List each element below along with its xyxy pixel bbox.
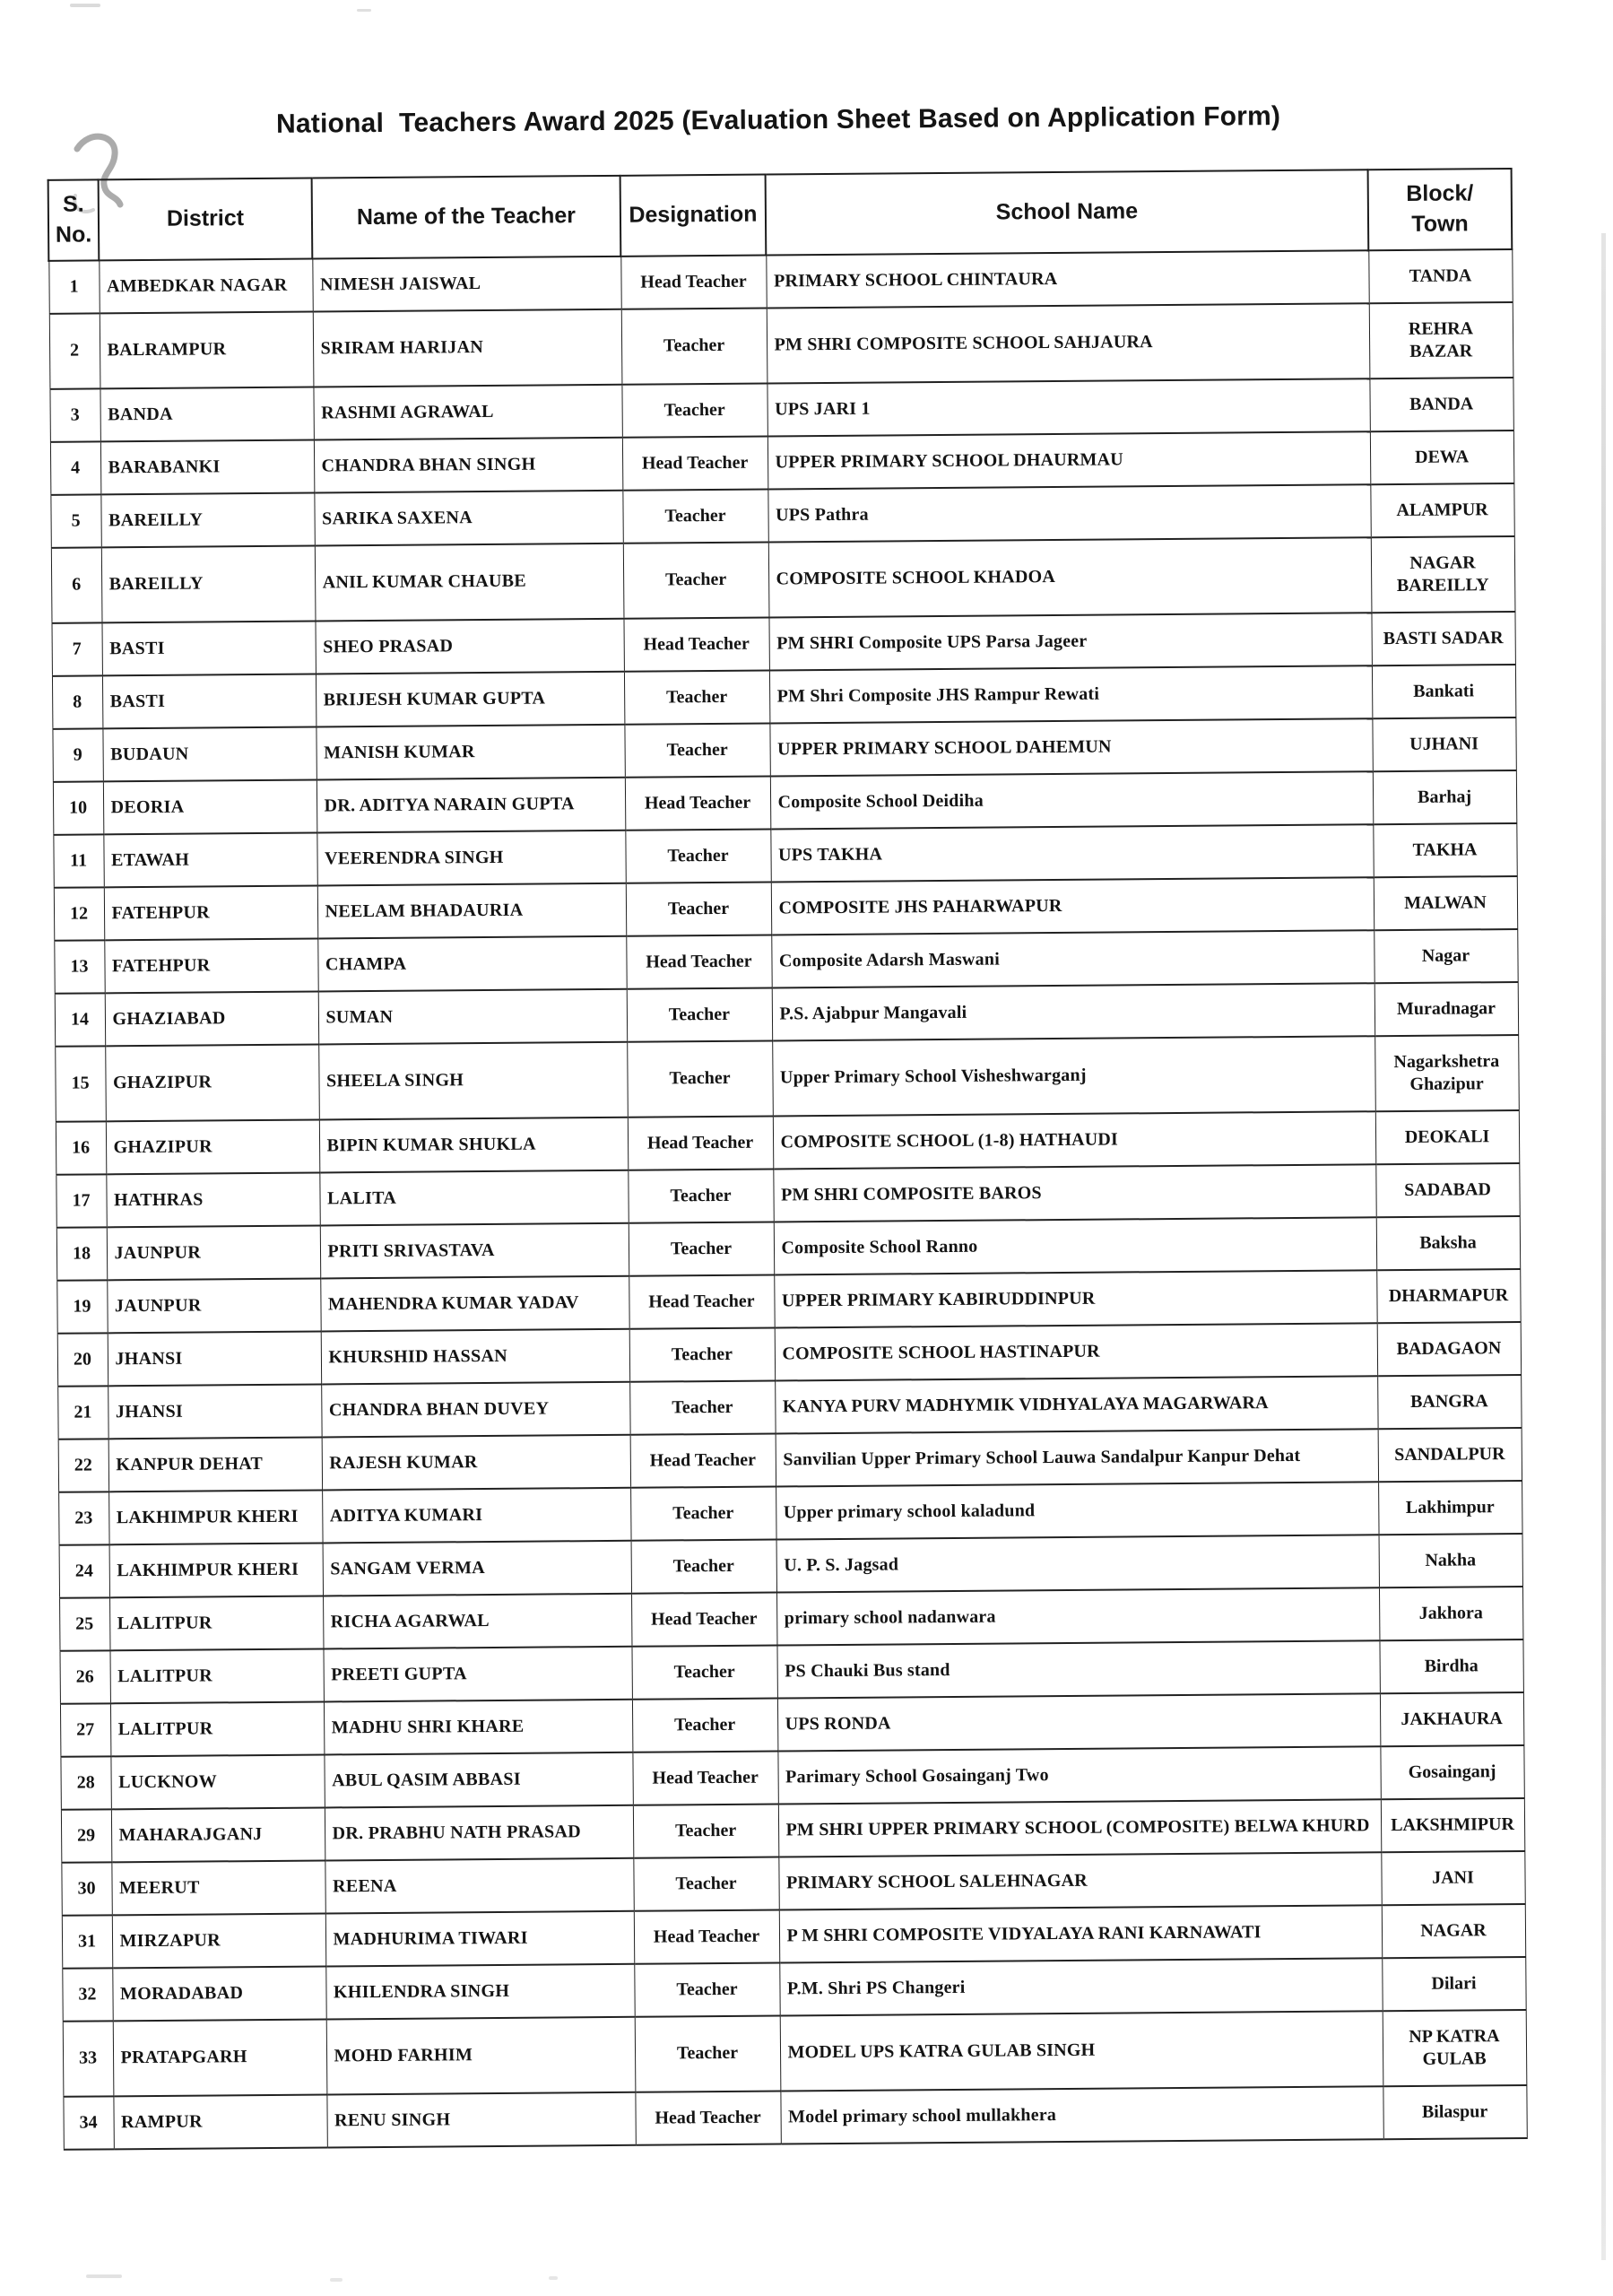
cell-designation: Teacher [627,987,772,1041]
cell-serial-number: 7 [51,622,101,675]
cell-block-town: Lakhimpur [1378,1480,1522,1534]
paper-edge-shadow [1601,233,1606,2260]
cell-district: KANPUR DEHAT [108,1437,322,1492]
header-district: District [99,178,313,260]
cell-serial-number: 1 [48,260,99,313]
cell-teacher-name: CHANDRA BHAN DUVEY [321,1381,629,1437]
cell-block-town: Bankati [1372,665,1515,718]
cell-block-town: BANDA [1369,378,1513,431]
scan-artifact [86,2274,122,2278]
cell-district: LALITPUR [109,1648,323,1703]
cell-school-name: UPS Pathra [767,484,1370,542]
cell-designation: Teacher [629,1222,774,1275]
cell-designation: Teacher [621,308,767,384]
cell-school-name: UPS JARI 1 [767,378,1369,436]
scan-artifact [549,2276,558,2280]
cell-serial-number: 24 [59,1544,109,1597]
cell-district: LAKHIMPUR KHERI [108,1490,322,1544]
cell-designation: Teacher [626,882,771,935]
cell-serial-number: 14 [55,993,105,1046]
cell-teacher-name: DR. ADITYA NARAIN GUPTA [317,777,625,832]
cell-designation: Teacher [621,383,767,437]
cell-block-town: NP KATRA GULAB [1383,2009,1527,2085]
cell-designation: Teacher [631,1645,776,1699]
cell-block-town: BANGRA [1377,1374,1521,1428]
cell-school-name: PM SHRI UPPER PRIMARY SCHOOL (COMPOSITE) BELWA KHURD [778,1799,1381,1857]
cell-school-name: Upper primary school kaladund [776,1482,1378,1539]
table-header [48,169,1513,260]
cell-serial-number: 11 [53,834,103,887]
cell-district: MORADABAD [112,1966,325,2021]
cell-block-town: MALWAN [1374,875,1517,929]
cell-designation: Teacher [623,542,769,618]
cell-serial-number: 21 [57,1386,108,1439]
cell-designation: Head Teacher [634,1909,779,1963]
cell-teacher-name: PRITI SRIVASTAVA [320,1222,629,1278]
cell-teacher-name: DR. PRABHU NATH PRASAD [325,1805,633,1860]
cell-school-name: PM SHRI COMPOSITE SCHOOL SAHJAURA [767,303,1370,383]
cell-district: ETAWAH [103,832,317,887]
cell-teacher-name: SANGAM VERMA [323,1540,631,1596]
cell-school-name: UPS TAKHA [770,824,1373,882]
cell-teacher-name: LALITA [319,1170,628,1225]
cell-district: PRATAPGARH [113,2019,327,2096]
cell-serial-number: 33 [63,2021,114,2096]
header-row [48,169,1513,260]
table-row [49,302,1513,389]
cell-teacher-name: MAHENDRA KUMAR YADAV [320,1275,629,1331]
cell-serial-number: 25 [59,1597,109,1650]
cell-district: BANDA [100,387,313,441]
cell-district: BUDAUN [102,726,316,781]
cell-block-town: REHRA BAZAR [1369,302,1513,378]
cell-school-name: Composite School Ranno [774,1217,1376,1274]
cell-district: GHAZIPUR [105,1044,319,1121]
cell-designation: Head Teacher [629,1274,774,1328]
cell-teacher-name: SHEELA SINGH [318,1041,628,1119]
cell-teacher-name: RICHA AGARWAL [323,1593,631,1648]
cell-designation: Teacher [628,1169,773,1222]
cell-serial-number: 16 [56,1121,106,1174]
cell-serial-number: 8 [52,675,102,728]
cell-serial-number: 9 [52,728,102,781]
cell-block-town: Muradnagar [1375,981,1518,1035]
cell-block-town: Bilaspur [1383,2084,1526,2138]
table-row [55,1034,1519,1121]
cell-block-town: Birdha [1379,1639,1522,1692]
cell-district: RAMPUR [113,2094,326,2149]
cell-teacher-name: RASHMI AGRAWAL [313,384,621,439]
cell-designation: Teacher [624,670,769,724]
cell-teacher-name: BIPIN KUMAR SHUKLA [319,1117,628,1172]
cell-teacher-name: NIMESH JAISWAL [312,256,620,311]
cell-teacher-name: ABUL QASIM ABBASI [324,1752,632,1807]
cell-serial-number: 34 [63,2096,113,2149]
cell-teacher-name: ANIL KUMAR CHAUBE [315,543,624,621]
cell-teacher-name: ADITYA KUMARI [322,1487,630,1543]
cell-school-name: UPPER PRIMARY SCHOOL DAHEMUN [769,718,1372,776]
cell-serial-number: 29 [61,1809,111,1862]
cell-school-name: primary school nadanwara [776,1587,1379,1645]
cell-district: HATHRAS [106,1172,319,1227]
cell-serial-number: 22 [58,1439,108,1492]
cell-serial-number: 13 [54,940,104,993]
cell-block-town: UJHANI [1372,717,1515,770]
cell-school-name: UPPER PRIMARY SCHOOL DHAURMAU [767,431,1370,489]
cell-serial-number: 12 [54,887,104,940]
cell-designation: Teacher [624,723,769,777]
cell-school-name: MODEL UPS KATRA GULAB SINGH [780,2011,1383,2091]
cell-block-town: Nagar [1374,928,1517,982]
cell-school-name: PM Shri Composite JHS Rampur Rewati [769,665,1372,723]
cell-teacher-name: MOHD FARHIM [326,2016,636,2094]
cell-serial-number: 32 [62,1968,112,2021]
table-row [63,2009,1527,2096]
cell-block-town: TANDA [1368,249,1512,303]
cell-district: AMBEDKAR NAGAR [99,258,312,313]
cell-district: BALRAMPUR [100,311,314,388]
cell-school-name: KANYA PURV MADHYMIK VIDHYALAYA MAGARWARA [775,1376,1377,1433]
header-block-town: Block/ Town [1368,169,1513,250]
cell-teacher-name: MADHURIMA TIWARI [325,1910,634,1966]
cell-school-name: Composite Adarsh Maswani [771,930,1374,987]
header-serial-number: S. No. [48,179,100,260]
cell-serial-number: 18 [56,1227,107,1280]
cell-school-name: PM SHRI COMPOSITE BAROS [773,1164,1375,1222]
cell-block-town: Jakhora [1379,1586,1522,1639]
cell-designation: Teacher [633,1804,778,1857]
cell-designation: Head Teacher [632,1751,777,1805]
cell-district: BAREILLY [100,492,314,547]
cell-serial-number: 10 [53,781,103,834]
cell-teacher-name: MANISH KUMAR [316,724,624,779]
cell-teacher-name: PREETI GUPTA [323,1646,631,1701]
page-title: National Teachers Award 2025 (Evaluation Sheet Based on Application Form) [275,101,1281,139]
cell-designation: Teacher [627,1040,773,1117]
cell-school-name: P.M. Shri PS Changeri [779,1958,1382,2015]
cell-teacher-name: SUMAN [318,988,627,1044]
cell-district: BAREILLY [101,545,316,622]
cell-designation: Head Teacher [622,436,767,490]
cell-block-town: Gosainganj [1380,1744,1523,1798]
header-teacher-name: Name of the Teacher [312,176,621,258]
cell-teacher-name: SRIRAM HARIJAN [313,309,622,387]
cell-district: JAUNPUR [107,1225,320,1280]
cell-block-town: JAKHAURA [1380,1692,1523,1745]
cell-school-name: COMPOSITE SCHOOL KHADOA [768,537,1372,617]
cell-district: GHAZIPUR [106,1119,319,1174]
cell-district: JHANSI [108,1384,321,1439]
cell-school-name: COMPOSITE SCHOOL HASTINAPUR [775,1323,1377,1380]
cell-designation: Head Teacher [625,776,770,830]
cell-designation: Teacher [635,2015,781,2092]
cell-school-name: PS Chauki Bus stand [776,1640,1379,1698]
cell-district: JAUNPUR [107,1278,320,1333]
scan-artifact [330,2278,343,2282]
table-row [51,536,1515,623]
cell-block-town: Nakha [1379,1533,1522,1587]
header-school-name: School Name [766,170,1369,255]
cell-teacher-name: CHAMPA [317,935,626,991]
cell-district: FATEHPUR [104,938,317,993]
cell-designation: Teacher [633,1857,778,1910]
cell-designation: Teacher [629,1327,775,1381]
cell-school-name: UPPER PRIMARY KABIRUDDINPUR [774,1270,1376,1327]
cell-serial-number: 4 [50,441,100,494]
cell-designation: Teacher [625,829,770,883]
cell-district: GHAZIABAD [105,991,318,1046]
cell-district: MIRZAPUR [112,1913,325,1968]
cell-school-name: Sanvilian Upper Primary School Lauwa Sandalpur Kanpur Dehat [776,1429,1378,1486]
cell-block-town: Baksha [1376,1215,1520,1269]
cell-serial-number: 30 [61,1862,111,1915]
header-designation: Designation [620,175,767,257]
cell-district: LALITPUR [109,1596,323,1650]
cell-teacher-name: VEERENDRA SINGH [317,830,625,885]
cell-school-name: UPS RONDA [777,1693,1380,1751]
cell-designation: Teacher [632,1698,777,1752]
cell-designation: Teacher [629,1380,775,1434]
cell-teacher-name: RENU SINGH [326,2092,635,2147]
cell-serial-number: 6 [51,547,102,622]
cell-designation: Head Teacher [628,1116,773,1170]
cell-serial-number: 15 [55,1046,106,1121]
cell-teacher-name: SARIKA SAXENA [314,490,622,545]
cell-block-town: BADAGAON [1377,1321,1521,1375]
cell-block-town: NAGAR BAREILLY [1371,536,1515,613]
cell-teacher-name: SHEO PRASAD [315,618,623,674]
cell-block-town: Barhaj [1373,770,1516,823]
scan-artifact [357,9,371,12]
cell-designation: Teacher [634,1962,779,2016]
cell-school-name: COMPOSITE JHS PAHARWAPUR [771,877,1374,935]
cell-serial-number: 20 [57,1333,108,1386]
cell-designation: Teacher [630,1486,776,1540]
cell-block-town: TAKHA [1373,822,1516,876]
table-body [48,249,1526,2150]
cell-block-town: DEOKALI [1375,1109,1519,1163]
cell-district: MEERUT [111,1860,325,1915]
cell-serial-number: 31 [62,1915,112,1968]
cell-teacher-name: CHANDRA BHAN SINGH [314,437,622,492]
cell-designation: Head Teacher [630,1433,776,1487]
cell-school-name: Parimary School Gosainganj Two [777,1746,1380,1804]
cell-serial-number: 17 [56,1174,106,1227]
cell-block-town: SADABAD [1375,1162,1519,1216]
cell-district: BASTI [101,621,315,675]
cell-block-town: ALAMPUR [1370,483,1513,537]
document-content [47,100,1526,2150]
cell-school-name: Model primary school mullakhera [780,2086,1383,2144]
cell-serial-number: 2 [49,313,100,388]
cell-designation: Head Teacher [620,255,766,309]
cell-designation: Head Teacher [635,2091,780,2144]
cell-block-town: SANDALPUR [1378,1427,1522,1481]
cell-designation: Head Teacher [626,935,771,988]
cell-serial-number: 28 [60,1756,110,1809]
cell-teacher-name: KHILENDRA SINGH [325,1963,634,2019]
cell-school-name: PM SHRI Composite UPS Parsa Jageer [768,613,1371,670]
cell-school-name: Composite School Deidiha [770,771,1373,829]
teachers-award-table [48,168,1528,2150]
table-row [63,2084,1526,2149]
cell-district: LAKHIMPUR KHERI [109,1543,323,1597]
cell-block-town: NAGAR [1382,1903,1525,1957]
cell-block-town: LAKSHMIPUR [1381,1797,1524,1851]
cell-designation: Head Teacher [623,617,768,671]
cell-teacher-name: BRIJESH KUMAR GUPTA [316,671,624,726]
cell-designation: Teacher [631,1539,776,1593]
cell-teacher-name: KHURSHID HASSAN [321,1328,629,1384]
cell-district: MAHARAJGANJ [111,1807,325,1862]
cell-teacher-name: RAJESH KUMAR [322,1434,630,1490]
cell-serial-number: 26 [59,1650,109,1703]
cell-district: FATEHPUR [104,885,317,940]
cell-block-town: DHARMAPUR [1376,1268,1520,1322]
cell-district: BARABANKI [100,439,314,494]
cell-school-name: COMPOSITE SCHOOL (1-8) HATHAUDI [773,1111,1375,1169]
cell-designation: Teacher [622,489,767,543]
cell-school-name: Upper Primary School Visheshwarganj [772,1036,1375,1116]
cell-district: LALITPUR [110,1701,324,1756]
cell-school-name: PRIMARY SCHOOL SALEHNAGAR [778,1852,1381,1909]
cell-teacher-name: MADHU SHRI KHARE [324,1699,632,1754]
cell-district: DEORIA [103,779,317,834]
cell-serial-number: 23 [58,1492,108,1544]
cell-block-town: JANI [1381,1850,1524,1904]
cell-district: JHANSI [108,1331,321,1386]
cell-teacher-name: REENA [325,1857,633,1913]
cell-serial-number: 19 [56,1280,107,1333]
cell-serial-number: 3 [49,388,100,441]
cell-school-name: PRIMARY SCHOOL CHINTAURA [766,250,1368,308]
cell-serial-number: 5 [50,494,100,547]
cell-school-name: P M SHRI COMPOSITE VIDYALAYA RANI KARNAWATI [779,1905,1382,1962]
cell-teacher-name: NEELAM BHADAURIA [317,883,626,938]
cell-block-town: BASTI SADAR [1371,612,1514,665]
cell-school-name: P.S. Ajabpur Mangavali [772,983,1375,1040]
scan-artifact [70,4,100,7]
cell-serial-number: 27 [60,1703,110,1756]
cell-district: LUCKNOW [110,1754,324,1809]
cell-block-town: Nagarkshetra Ghazipur [1375,1034,1519,1110]
cell-district: BASTI [102,674,316,728]
cell-designation: Head Teacher [631,1592,776,1646]
cell-school-name: U. P. S. Jagsad [776,1535,1379,1592]
cell-block-town: DEWA [1370,430,1513,484]
cell-block-town: Dilari [1382,1956,1525,2010]
